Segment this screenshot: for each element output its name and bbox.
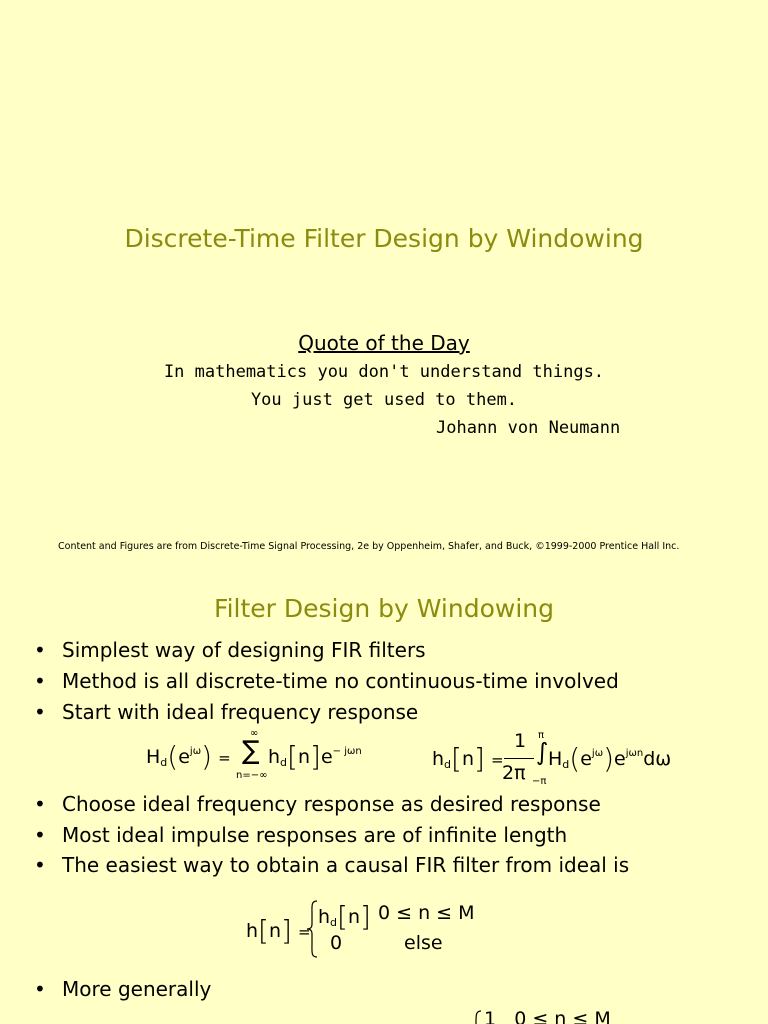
equation-window-partial: 1 0 ≤ n ≤ M bbox=[470, 1008, 630, 1024]
slide-title: Discrete-Time Filter Design by Windowing bbox=[124, 224, 644, 253]
source-footnote: Content and Figures are from Discrete-Time Signal Processing, 2e by Oppenheim, Shafer, and Buck, ©1999-2000 Prentice Hall Inc. bbox=[58, 541, 680, 552]
bullet-text: The easiest way to obtain a causal FIR filter from ideal is bbox=[62, 853, 630, 877]
left-brace-icon bbox=[306, 900, 318, 958]
bullet-text: Simplest way of designing FIR filters bbox=[62, 638, 426, 662]
bullet-text: Start with ideal frequency response bbox=[62, 700, 419, 724]
bullet-item bbox=[34, 700, 418, 724]
bullet-icon: • bbox=[34, 700, 46, 724]
section-title: Filter Design by Windowing bbox=[214, 594, 554, 623]
bullet-icon: • bbox=[34, 853, 46, 877]
equation-impulse-response: $h_d[n]$ = 1 2π π ∫ −π $H_d(e^{j\omega})e^{j\omega n}d\omega$ bbox=[432, 730, 672, 787]
bullet-icon: • bbox=[34, 792, 46, 816]
bullet-icon: • bbox=[34, 823, 46, 847]
equation-frequency-response: $H_d(e^{j\omega})$ = ∞ ∑ n=−∞ $h_d[n]e^{- j\omega n}$ bbox=[146, 728, 362, 781]
bullet-item bbox=[34, 792, 601, 816]
bullet-item bbox=[34, 853, 629, 877]
quote-line-1: In mathematics you don't understand things. bbox=[163, 362, 605, 382]
equation-partial-glyphs bbox=[134, 1018, 274, 1024]
quote-heading: Quote of the Day bbox=[298, 331, 470, 355]
bullet-item bbox=[34, 823, 567, 847]
bullet-icon: • bbox=[34, 977, 46, 1001]
bullet-text: Most ideal impulse responses are of infinite length bbox=[62, 823, 568, 847]
left-brace-icon bbox=[470, 1010, 482, 1024]
equation-partial-glyphs bbox=[430, 1018, 470, 1024]
bullet-icon: • bbox=[34, 638, 46, 662]
quote-author: Johann von Neumann bbox=[436, 418, 621, 438]
equation-truncated-impulse: h[n] = $h_d[n]$ 0 ≤ n ≤ M 0 else bbox=[246, 896, 486, 962]
quote-line-2: You just get used to them. bbox=[250, 390, 518, 410]
bullet-text: Choose ideal frequency response as desired response bbox=[62, 792, 601, 816]
bullet-text: Method is all discrete-time no continuous-time involved bbox=[62, 669, 619, 693]
bullet-text: More generally bbox=[62, 977, 212, 1001]
bullet-item bbox=[34, 977, 211, 1001]
bullet-item bbox=[34, 669, 619, 693]
bullet-icon: • bbox=[34, 669, 46, 693]
bullet-item bbox=[34, 638, 426, 662]
